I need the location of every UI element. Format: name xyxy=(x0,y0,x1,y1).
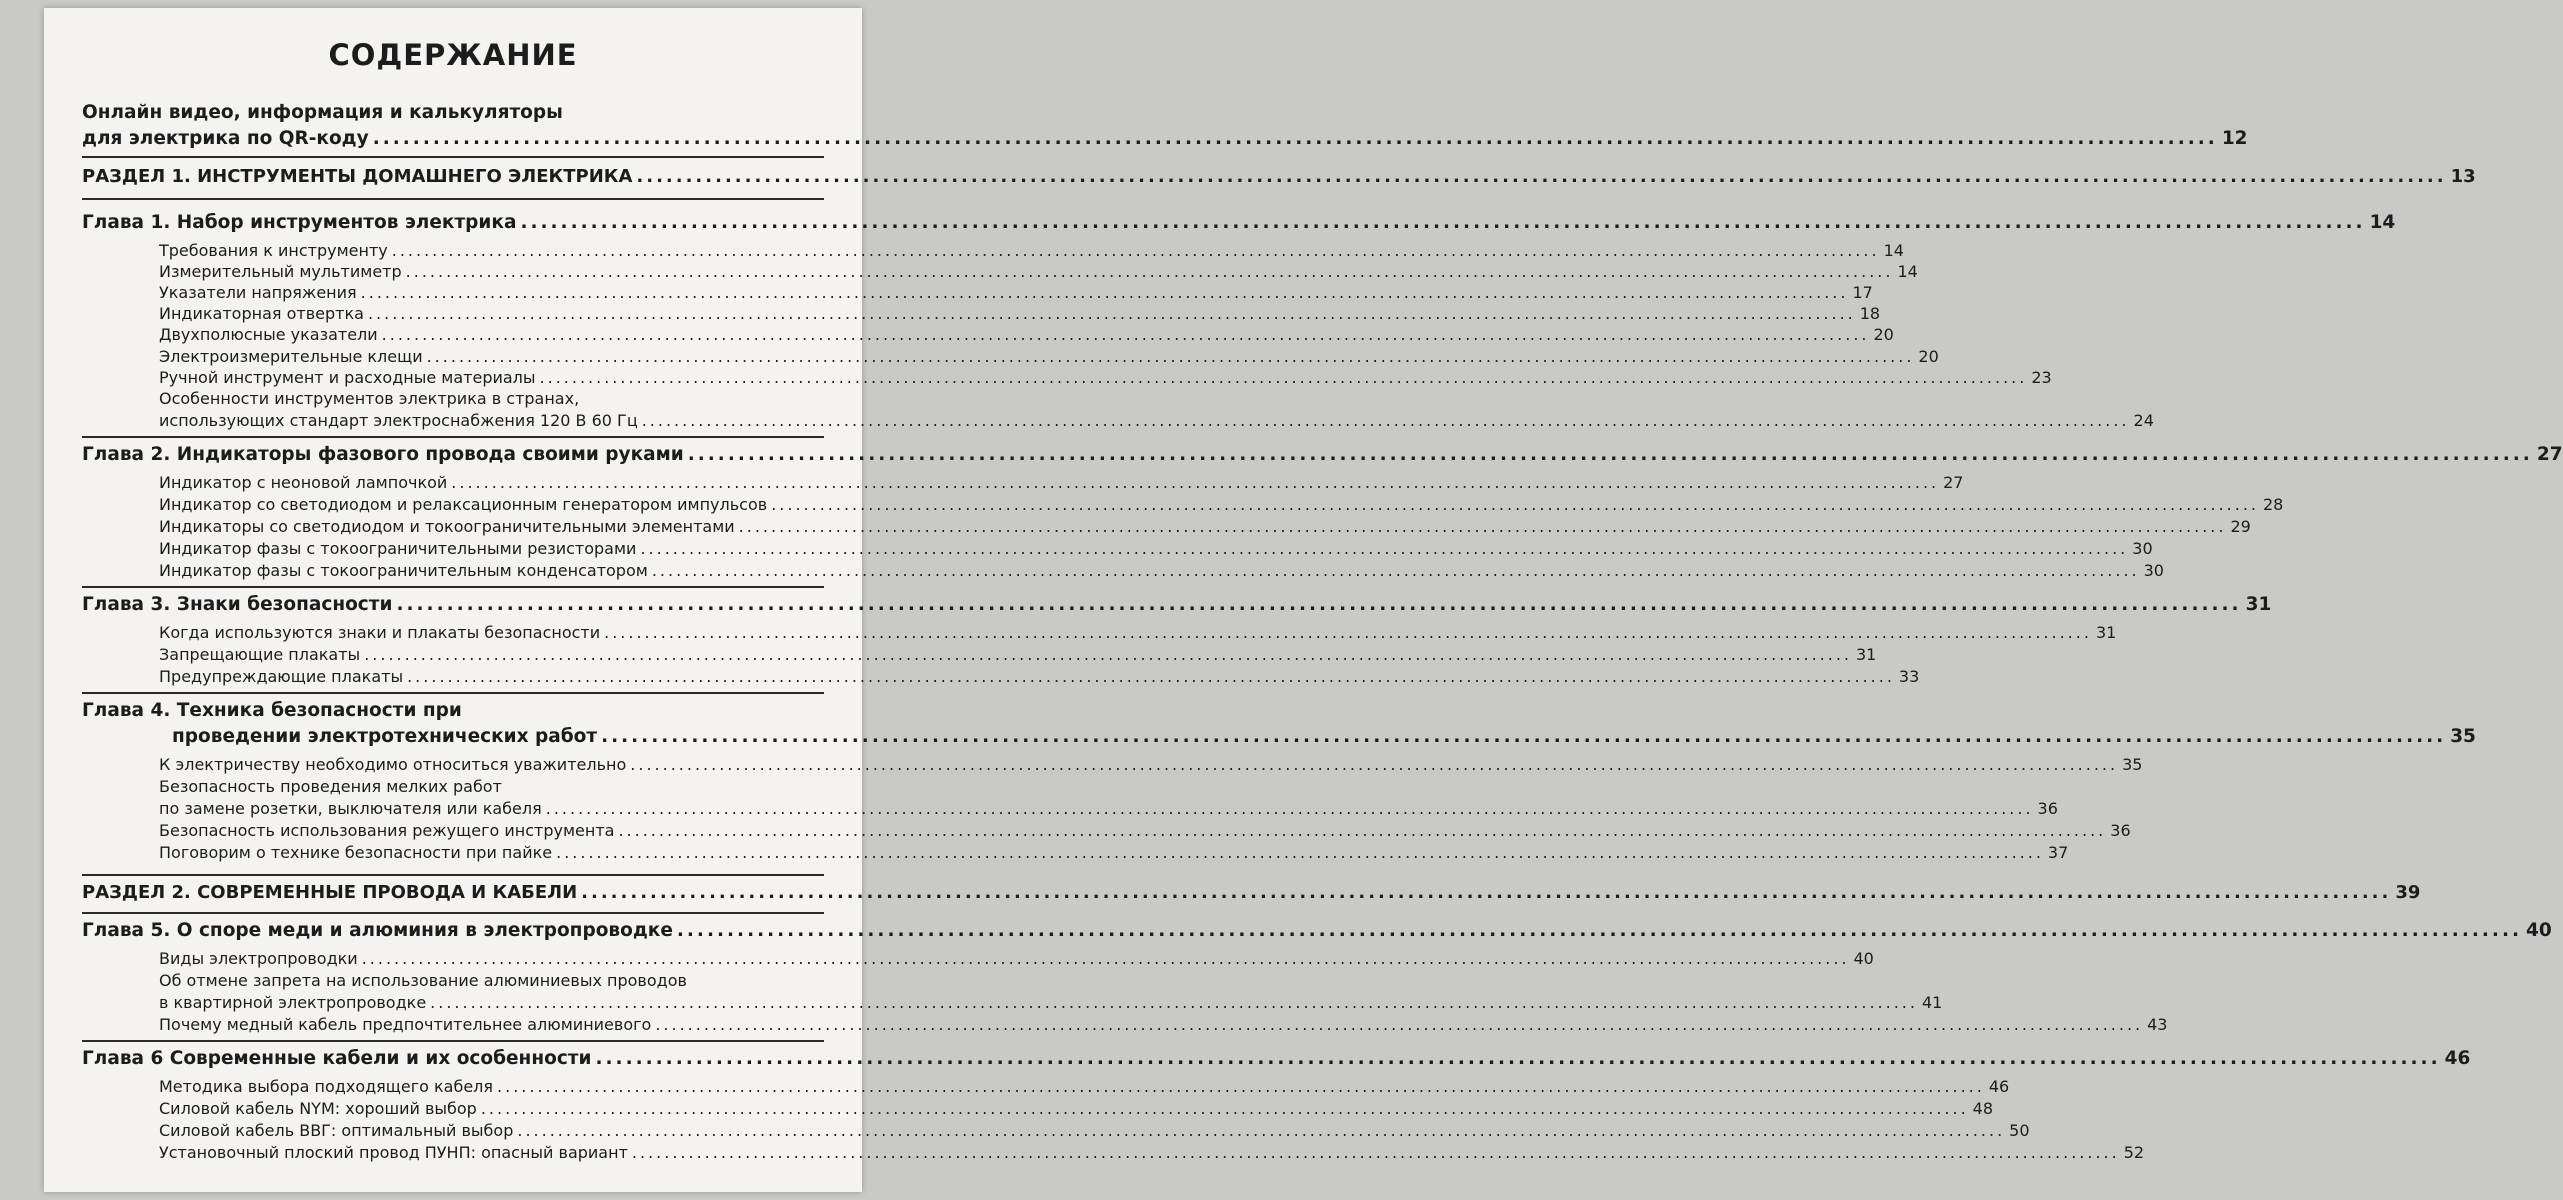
page-number: 36 xyxy=(2037,799,2058,818)
toc-item[interactable] xyxy=(159,473,1964,492)
toc-item[interactable] xyxy=(159,347,1939,366)
page-number: 52 xyxy=(2123,1143,2145,1162)
page-number: 27 xyxy=(1943,473,1964,492)
section-title: РАЗДЕЛ 2. СОВРЕМЕННЫЕ ПРОВОДА И КАБЕЛИ xyxy=(82,882,578,903)
toc-item[interactable] xyxy=(159,645,1877,664)
leader-dots xyxy=(362,949,1850,968)
item-text: Индикатор фазы с токоограничительным конденсатором xyxy=(159,561,648,580)
intro-line-2: для электрика по QR-коду xyxy=(82,128,369,149)
leader-dots xyxy=(739,517,2227,536)
page-number: 41 xyxy=(1921,993,1943,1012)
leader-dots xyxy=(632,1143,2120,1162)
toc-entry-section-1[interactable] xyxy=(82,166,2476,187)
leader-dots xyxy=(407,667,1895,686)
item-text: Требования к инструменту xyxy=(159,241,388,260)
leader-dots xyxy=(392,241,1880,260)
leader-dots xyxy=(406,262,1894,281)
leader-dots xyxy=(677,920,2522,941)
page-number: 13 xyxy=(2450,166,2476,187)
page-number: 27 xyxy=(2536,444,2563,465)
toc-item-line: Безопасность проведения мелких работ xyxy=(159,777,502,796)
leader-dots xyxy=(630,755,2118,774)
chapter-title: Глава 3. Знаки безопасности xyxy=(82,594,393,615)
divider xyxy=(82,436,824,438)
page-number: 36 xyxy=(2110,821,2131,840)
page-number: 23 xyxy=(2031,368,2052,387)
leader-dots xyxy=(540,368,2028,387)
item-text: Указатели напряжения xyxy=(159,283,357,302)
toc-item[interactable] xyxy=(159,843,2069,862)
leader-dots xyxy=(520,212,2365,233)
page-number: 46 xyxy=(2444,1048,2471,1069)
leader-dots xyxy=(601,726,2446,747)
page-title: СОДЕРЖАНИЕ xyxy=(328,38,578,72)
item-text: Когда используются знаки и плакаты безопасности xyxy=(159,623,601,642)
chapter-title: Глава 6 Современные кабели и их особенности xyxy=(82,1048,592,1069)
leader-dots xyxy=(497,1077,1985,1096)
item-text: Силовой кабель NYM: хороший выбор xyxy=(159,1099,477,1118)
toc-item[interactable] xyxy=(159,1099,1994,1118)
item-text: Запрещающие плакаты xyxy=(159,645,361,664)
page-number: 35 xyxy=(2450,726,2476,747)
chapter-title: Глава 1. Набор инструментов электрика xyxy=(82,212,517,233)
item-text: Двухполюсные указатели xyxy=(159,325,378,344)
page-number: 17 xyxy=(1852,283,1873,302)
leader-dots xyxy=(427,347,1915,366)
page-number: 35 xyxy=(2122,755,2143,774)
page-number: 24 xyxy=(2133,411,2154,430)
leader-dots xyxy=(430,993,1918,1012)
toc-item[interactable] xyxy=(159,1015,2168,1034)
leader-dots xyxy=(451,473,1939,492)
leader-dots xyxy=(396,594,2241,615)
item-text: Виды электропроводки xyxy=(159,949,358,968)
toc-item[interactable] xyxy=(159,283,1873,302)
leader-dots xyxy=(771,495,2259,514)
item-text: Индикатор фазы с токоограничительными резисторами xyxy=(159,539,637,558)
page-number: 39 xyxy=(2395,882,2421,903)
toc-item[interactable] xyxy=(159,517,2251,536)
item-text: в квартирной электропроводке xyxy=(159,993,427,1012)
toc-item-line: Об отмене запрета на использование алюминиевых проводов xyxy=(159,971,687,990)
toc-entry-chapter-3[interactable] xyxy=(82,594,2272,615)
toc-item[interactable] xyxy=(159,262,1918,281)
toc-entry-chapter-2[interactable] xyxy=(82,444,2563,465)
leader-dots xyxy=(581,882,2391,903)
leader-dots xyxy=(481,1099,1969,1118)
toc-item[interactable] xyxy=(159,241,1904,260)
page-number: 12 xyxy=(2221,128,2248,149)
item-text: по замене розетки, выключателя или кабеля xyxy=(159,799,542,818)
item-text: Измерительный мультиметр xyxy=(159,262,402,281)
toc-item[interactable] xyxy=(159,325,1894,344)
toc-entry-chapter-6[interactable] xyxy=(82,1048,2471,1069)
divider xyxy=(82,156,824,158)
leader-dots xyxy=(636,166,2446,187)
toc-item[interactable] xyxy=(159,755,2143,774)
item-text: Ручной инструмент и расходные материалы xyxy=(159,368,536,387)
item-text: Поговорим о технике безопасности при пайке xyxy=(159,843,553,862)
item-text: К электричеству необходимо относиться уважительно xyxy=(159,755,627,774)
chapter-title-line-2: проведении электротехнических работ xyxy=(172,726,598,747)
toc-item[interactable] xyxy=(159,667,1920,686)
item-text: Индикаторы со светодиодом и токоограничительными элементами xyxy=(159,517,735,536)
page-number: 29 xyxy=(2230,517,2251,536)
page-number: 43 xyxy=(2147,1015,2168,1034)
page-number: 33 xyxy=(1898,667,1920,686)
toc-item[interactable] xyxy=(159,1077,2010,1096)
leader-dots xyxy=(618,821,2106,840)
toc-item-line: Особенности инструментов электрика в странах, xyxy=(159,389,580,408)
toc-item[interactable] xyxy=(159,561,2164,580)
divider xyxy=(82,586,824,588)
leader-dots xyxy=(517,1121,2005,1140)
page-number: 50 xyxy=(2009,1121,2030,1140)
item-text: Безопасность использования режущего инструмента xyxy=(159,821,615,840)
intro-line-1: Онлайн видео, информация и калькуляторы xyxy=(82,102,563,123)
page-number: 30 xyxy=(2143,561,2164,580)
page-number: 18 xyxy=(1859,304,1881,323)
toc-item[interactable] xyxy=(159,1143,2145,1162)
chapter-title: Глава 5. О споре меди и алюминия в электропроводке xyxy=(82,920,673,941)
chapter-title-line-1: Глава 4. Техника безопасности при xyxy=(82,700,462,721)
page-number: 14 xyxy=(1897,262,1918,281)
page-number: 14 xyxy=(1883,241,1904,260)
item-text: Электроизмерительные клещи xyxy=(159,347,423,366)
leader-dots xyxy=(361,283,1849,302)
item-text: Силовой кабель ВВГ: оптимальный выбор xyxy=(159,1121,514,1140)
toc-item[interactable] xyxy=(159,993,1943,1012)
section-title: РАЗДЕЛ 1. ИНСТРУМЕНТЫ ДОМАШНЕГО ЭЛЕКТРИКА xyxy=(82,166,633,187)
leader-dots xyxy=(382,325,1870,344)
toc-item[interactable] xyxy=(159,368,2052,387)
divider xyxy=(82,912,824,914)
page-number: 31 xyxy=(2095,623,2117,642)
page-number: 30 xyxy=(2132,539,2153,558)
page-number: 40 xyxy=(2526,920,2552,941)
page-number: 48 xyxy=(1972,1099,1994,1118)
toc-item[interactable] xyxy=(159,495,2284,514)
divider xyxy=(82,692,824,694)
divider xyxy=(82,874,824,876)
divider xyxy=(82,1040,824,1042)
page-number: 20 xyxy=(1873,325,1894,344)
item-text: использующих стандарт электроснабжения 120 В 60 Гц xyxy=(159,411,638,430)
item-text: Почему медный кабель предпочтительнее алюминиевого xyxy=(159,1015,652,1034)
leader-dots xyxy=(642,411,2130,430)
page-number: 28 xyxy=(2263,495,2284,514)
toc-item[interactable] xyxy=(159,539,2153,558)
page-number: 37 xyxy=(2047,843,2069,862)
item-text: Предупреждающие плакаты xyxy=(159,667,404,686)
leader-dots xyxy=(368,304,1856,323)
toc-entry-intro[interactable] xyxy=(82,128,2248,149)
item-text: Индикатор с неоновой лампочкой xyxy=(159,473,448,492)
book-page xyxy=(44,8,2563,1192)
item-text: Индикатор со светодиодом и релаксационным генератором импульсов xyxy=(159,495,768,514)
toc-entry-chapter-5[interactable] xyxy=(82,920,2552,941)
toc-item[interactable] xyxy=(159,304,1881,323)
item-text: Установочный плоский провод ПУНП: опасный вариант xyxy=(159,1143,628,1162)
leader-dots xyxy=(595,1048,2440,1069)
page-number: 31 xyxy=(1856,645,1877,664)
leader-dots xyxy=(655,1015,2143,1034)
page-number: 40 xyxy=(1853,949,1874,968)
leader-dots xyxy=(546,799,2034,818)
leader-dots xyxy=(688,444,2533,465)
leader-dots xyxy=(652,561,2140,580)
leader-dots xyxy=(373,128,2218,149)
toc-item[interactable] xyxy=(159,799,2058,818)
page-number: 46 xyxy=(1988,1077,2010,1096)
item-text: Индикаторная отвертка xyxy=(159,304,364,323)
leader-dots xyxy=(364,645,1852,664)
leader-dots xyxy=(640,539,2128,558)
toc-entry-chapter-4[interactable] xyxy=(172,726,2476,747)
item-text: Методика выбора подходящего кабеля xyxy=(159,1077,494,1096)
toc-item[interactable] xyxy=(159,623,2117,642)
chapter-title: Глава 2. Индикаторы фазового провода своими руками xyxy=(82,444,684,465)
toc-item[interactable] xyxy=(159,949,1874,968)
toc-entry-section-2[interactable] xyxy=(82,882,2421,903)
toc-item[interactable] xyxy=(159,821,2131,840)
page-number: 20 xyxy=(1918,347,1939,366)
leader-dots xyxy=(604,623,2092,642)
page-number: 31 xyxy=(2245,594,2272,615)
toc-item[interactable] xyxy=(159,411,2154,430)
toc-entry-chapter-1[interactable] xyxy=(82,212,2396,233)
divider xyxy=(82,198,824,200)
page-number: 14 xyxy=(2369,212,2396,233)
leader-dots xyxy=(556,843,2044,862)
toc-item[interactable] xyxy=(159,1121,2030,1140)
